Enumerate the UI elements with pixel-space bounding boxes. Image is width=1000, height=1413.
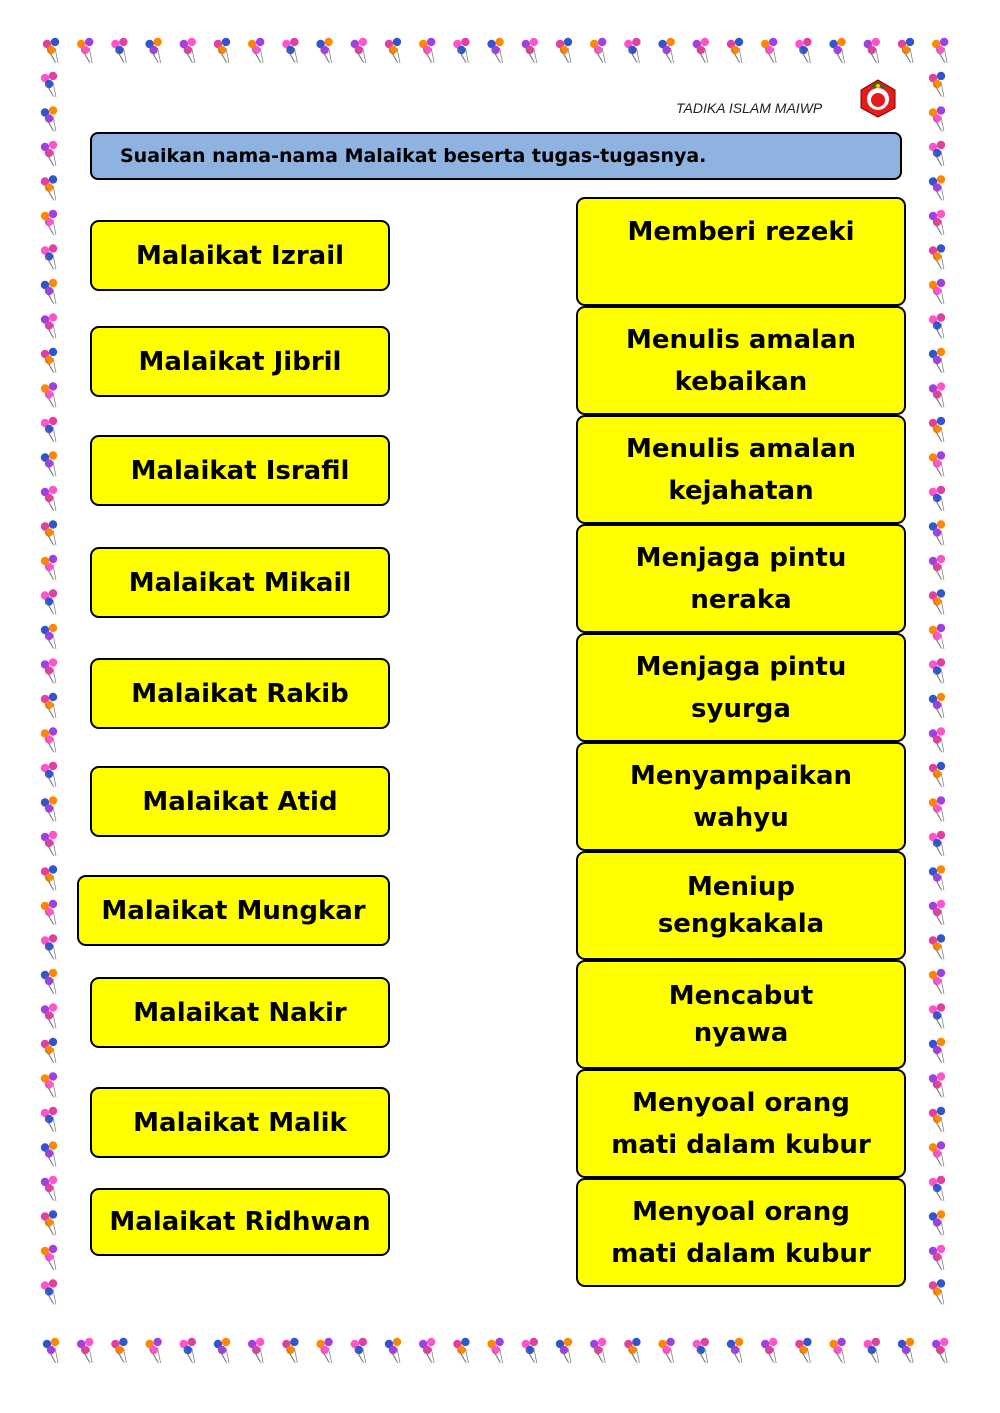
balloon-icon [145,38,161,63]
balloon-icon [829,1338,845,1363]
balloon-icon [929,934,945,959]
duty-text: Meniup sengkakala [657,871,825,939]
duty-card-9[interactable] [576,1069,906,1178]
balloon-icon [487,1338,503,1363]
balloon-icon [929,1038,945,1063]
balloon-icon [41,417,57,442]
balloon-icon [829,38,845,63]
balloon-icon [929,624,945,649]
balloon-icon [248,1338,264,1363]
angel-card-israfil[interactable]: Malaikat Israfil [90,435,390,506]
angel-card-nakir[interactable]: Malaikat Nakir [90,977,390,1048]
balloon-icon [929,210,945,235]
balloon-icon [77,38,93,63]
duty-card-4[interactable] [576,524,906,633]
balloon-icon [522,38,538,63]
balloon-icon [41,451,57,476]
balloon-icon [41,796,57,821]
balloon-icon [41,279,57,304]
angel-card-rakib[interactable]: Malaikat Rakib [90,658,390,729]
balloon-icon [41,1210,57,1235]
angel-card-atid[interactable]: Malaikat Atid [90,766,390,837]
balloon-icon [929,279,945,304]
balloon-icon [795,38,811,63]
balloon-icon [316,38,332,63]
balloon-icon [385,1338,401,1363]
balloon-icon [41,72,57,97]
balloon-icon [929,589,945,614]
balloon-icon [929,451,945,476]
balloon-icon [487,38,503,63]
balloon-icon [41,1038,57,1063]
balloon-icon [41,1279,57,1304]
balloon-icon [624,1338,640,1363]
angel-card-izrail[interactable]: Malaikat Izrail [90,220,390,291]
balloon-icon [180,1338,196,1363]
balloon-icon [658,38,674,63]
balloon-icon [929,1210,945,1235]
kindergarten-logo-icon [858,78,898,118]
balloon-icon [282,1338,298,1363]
duty-text: Menjaga pintu neraka [635,542,847,615]
balloon-icon [41,348,57,373]
balloon-icon [929,1141,945,1166]
balloon-icon [929,1107,945,1132]
balloon-icon [590,1338,606,1363]
balloon-icon [929,382,945,407]
balloon-icon [419,1338,435,1363]
balloon-icon [41,693,57,718]
balloon-icon [111,38,127,63]
balloon-icon [248,38,264,63]
balloon-icon [929,658,945,683]
balloon-icon [385,38,401,63]
balloon-icon [929,555,945,580]
balloon-icon [41,624,57,649]
balloon-icon [41,382,57,407]
angel-card-mungkar[interactable]: Malaikat Mungkar [77,875,390,946]
duty-text: Menyampaikan wahyu [629,760,852,833]
angel-card-mikail[interactable]: Malaikat Mikail [90,547,390,618]
balloon-icon [282,38,298,63]
balloon-icon [41,1176,57,1201]
balloon-icon [556,38,572,63]
duty-text: Menyoal orang mati dalam kubur [611,1087,871,1160]
balloon-icon [929,796,945,821]
duty-card-10[interactable] [576,1178,906,1287]
balloon-icon [41,486,57,511]
balloon-icon [316,1338,332,1363]
balloon-icon [43,1338,59,1363]
balloon-icon [453,1338,469,1363]
balloon-icon [41,969,57,994]
balloon-icon [929,1279,945,1304]
balloon-icon [898,38,914,63]
balloon-icon [41,900,57,925]
balloon-icon [929,1245,945,1270]
balloon-icon [693,38,709,63]
balloon-icon [41,762,57,787]
balloon-icon [929,348,945,373]
balloon-icon [41,106,57,131]
balloon-icon [929,865,945,890]
balloon-icon [864,1338,880,1363]
balloon-icon [41,589,57,614]
balloon-icon [929,831,945,856]
balloon-icon [41,1003,57,1028]
angel-card-ridhwan[interactable]: Malaikat Ridhwan [90,1188,390,1256]
duty-text: Menyoal orang mati dalam kubur [611,1196,871,1269]
balloon-icon [41,520,57,545]
balloon-icon [795,1338,811,1363]
balloon-icon [41,555,57,580]
balloon-icon [41,1107,57,1132]
angel-card-jibril[interactable]: Malaikat Jibril [90,326,390,397]
balloon-icon [929,969,945,994]
balloon-icon [929,1176,945,1201]
balloon-icon [929,141,945,166]
balloon-icon [351,38,367,63]
balloon-icon [624,38,640,63]
duty-text: Menjaga pintu syurga [635,651,847,724]
balloon-icon [111,1338,127,1363]
balloon-icon [727,1338,743,1363]
balloon-icon [929,72,945,97]
balloon-icon [41,865,57,890]
balloon-icon [214,1338,230,1363]
balloon-icon [214,38,230,63]
balloon-icon [929,727,945,752]
duty-text: Menulis amalan kebaikan [625,324,857,397]
balloon-icon [929,693,945,718]
balloon-icon [419,38,435,63]
balloon-icon [41,831,57,856]
balloon-icon [41,934,57,959]
balloon-icon [929,244,945,269]
school-name: TADIKA ISLAM MAIWP [676,100,823,116]
balloon-icon [693,1338,709,1363]
instruction-banner: Suaikan nama-nama Malaikat beserta tugas-tugasnya. [90,132,902,180]
balloon-icon [43,38,59,63]
balloon-icon [929,900,945,925]
duty-text: Mencabut nyawa [668,980,814,1048]
balloon-icon [556,1338,572,1363]
balloon-icon [41,313,57,338]
balloon-icon [41,658,57,683]
balloon-icon [929,417,945,442]
balloon-icon [41,727,57,752]
balloon-icon [41,141,57,166]
balloon-icon [41,210,57,235]
balloon-icon [41,1141,57,1166]
balloon-icon [41,1245,57,1270]
angel-card-malik[interactable]: Malaikat Malik [90,1087,390,1158]
duty-card-2[interactable] [576,306,906,415]
balloon-icon [41,175,57,200]
duty-text: Memberi rezeki [627,217,855,247]
balloon-icon [180,38,196,63]
balloon-icon [590,38,606,63]
balloon-icon [761,1338,777,1363]
balloon-icon [898,1338,914,1363]
duty-card-5[interactable] [576,633,906,742]
balloon-icon [929,106,945,131]
balloon-icon [727,38,743,63]
balloon-icon [522,1338,538,1363]
balloon-icon [864,38,880,63]
balloon-icon [145,1338,161,1363]
balloon-icon [929,1072,945,1097]
balloon-icon [41,1072,57,1097]
duty-card-7[interactable] [576,851,906,960]
balloon-icon [761,38,777,63]
balloon-icon [929,313,945,338]
duty-card-8[interactable] [576,960,906,1069]
balloon-icon [658,1338,674,1363]
balloon-icon [932,1338,948,1363]
balloon-icon [929,520,945,545]
duty-card-3[interactable] [576,415,906,524]
balloon-icon [929,175,945,200]
duty-card-1[interactable] [576,197,906,306]
balloon-icon [929,1003,945,1028]
duty-card-6[interactable] [576,742,906,851]
balloon-icon [41,244,57,269]
balloon-icon [929,486,945,511]
duty-text: Menulis amalan kejahatan [625,433,857,506]
balloon-icon [351,1338,367,1363]
balloon-icon [77,1338,93,1363]
balloon-icon [929,762,945,787]
balloon-icon [932,38,948,63]
balloon-icon [453,38,469,63]
